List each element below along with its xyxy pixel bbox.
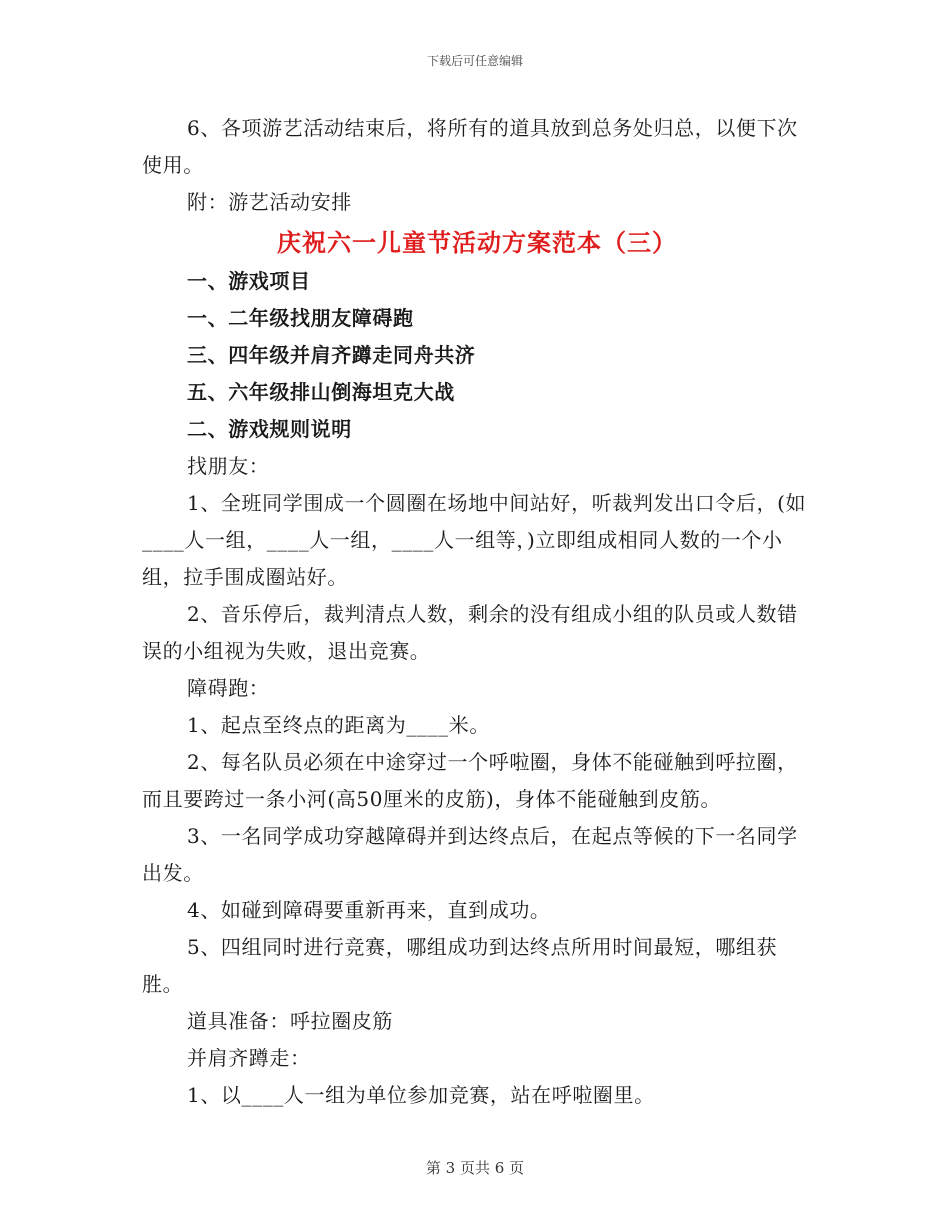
rule-label-find-friends: 找朋友：: [187, 454, 270, 478]
document-title: 庆祝六一儿童节活动方案范本（三）: [277, 228, 677, 257]
rule-find-friends-2: 2、音乐停后，裁判清点人数，剩余的没有组成小组的队员或人数错误的小组视为失败，退出竞赛。: [142, 602, 798, 663]
rule-find-friends-1: 1、全班同学围成一个圆圈在场地中间站好，听裁判发出口令后，(如____人一组，____人一组，____人一组等，)立即组成相同人数的一个小组，拉手围成圈站好。: [142, 491, 807, 589]
page-footer: 第 3 页共 6 页: [425, 1159, 525, 1177]
rule-squat-walk-1: 1、以____人一组为单位参加竞赛，站在呼啦圈里。: [187, 1083, 655, 1107]
rule-obstacle-3: 3、一名同学成功穿越障碍并到达终点后，在起点等候的下一名同学出发。: [142, 824, 798, 885]
rule-obstacle-2: 2、每名队员必须在中途穿过一个呼啦圈，身体不能碰触到呼拉圈，而且要跨过一条小河(高50厘米的皮筋)，身体不能碰触到皮筋。: [142, 750, 798, 811]
section-heading-rules: 二、游戏规则说明: [187, 417, 352, 441]
page-content: [142, 110, 812, 1114]
paragraph-item-6: 6、各项游艺活动结束后，将所有的道具放到总务处归总，以便下次使用。: [142, 116, 798, 177]
rule-label-obstacle: 障碍跑：: [187, 676, 270, 700]
props-preparation: 道具准备：呼拉圈皮筋: [187, 1009, 393, 1033]
game-item-3: 五、六年级排山倒海坦克大战: [187, 380, 455, 404]
game-item-2: 三、四年级并肩齐蹲走同舟共济: [187, 343, 476, 367]
game-item-1: 一、二年级找朋友障碍跑: [187, 306, 414, 330]
rule-obstacle-1: 1、起点至终点的距离为____米。: [187, 713, 490, 737]
rule-label-squat-walk: 并肩齐蹲走：: [187, 1046, 311, 1070]
section-heading-game-items: 一、游戏项目: [187, 269, 311, 293]
paragraph-appendix: 附：游艺活动安排: [187, 190, 352, 214]
rule-obstacle-5: 5、四组同时进行竞赛，哪组成功到达终点所用时间最短，哪组获胜。: [142, 935, 778, 996]
page-header: 下载后可任意编辑: [426, 54, 523, 68]
rule-obstacle-4: 4、如碰到障碍要重新再来，直到成功。: [187, 898, 551, 922]
